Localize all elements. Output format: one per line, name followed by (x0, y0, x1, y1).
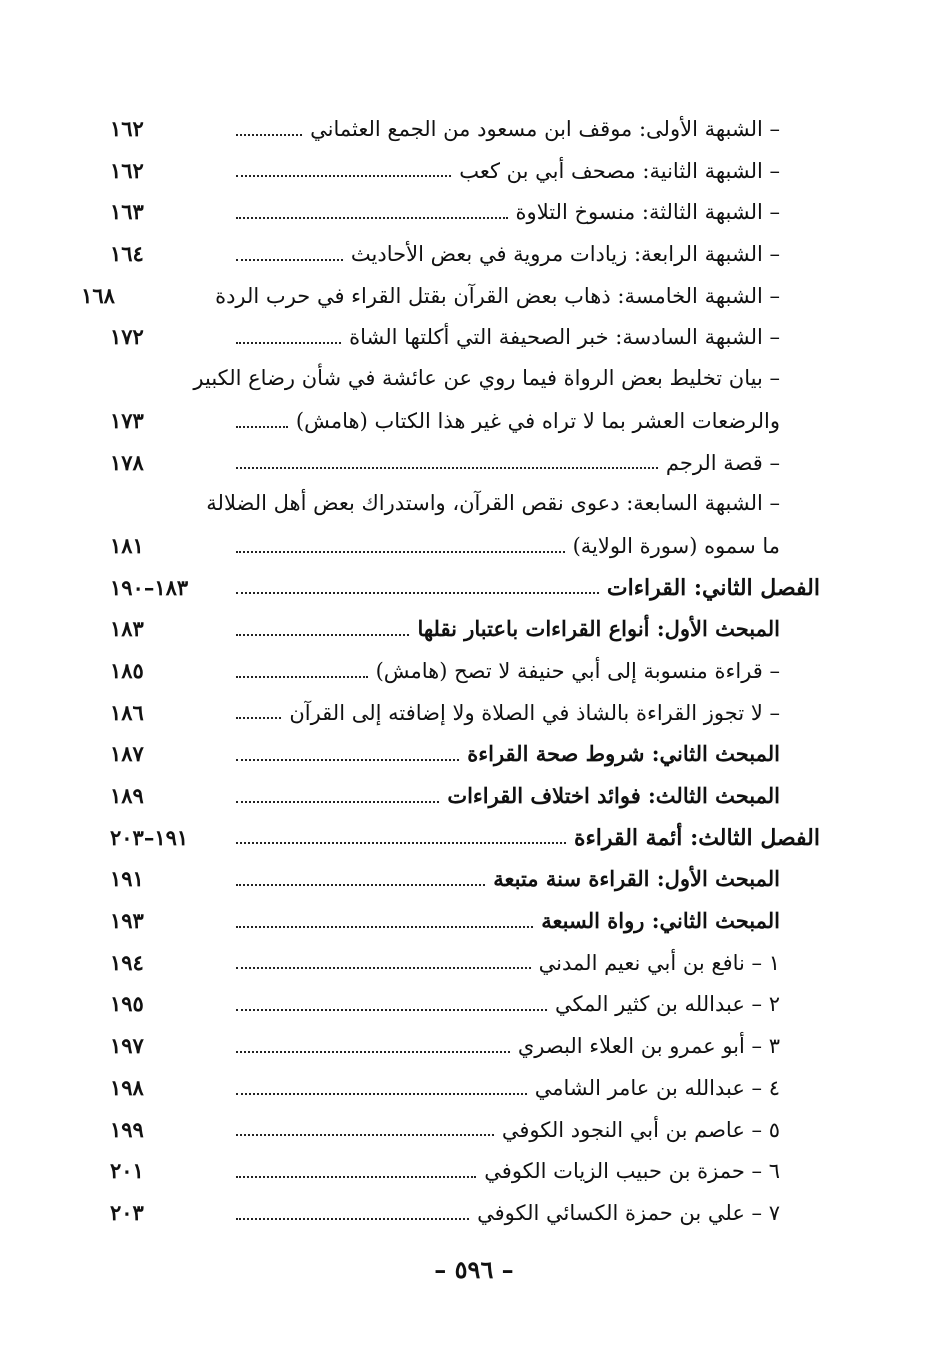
toc-entry-page: ٢٠٣ (110, 1199, 144, 1225)
toc-entry-title: – الشبهة السادسة: خبر الصحيفة التي أكلتها الشاة (349, 325, 780, 350)
dot-leader (236, 841, 566, 844)
dot-leader (236, 1092, 527, 1095)
toc-entry-title: – لا تجوز القراءة بالشاذ في الصلاة ولا إضافته إلى القرآن (289, 700, 780, 725)
toc-entry (110, 900, 820, 942)
toc-entry-page: ١٩٩ (110, 1116, 144, 1142)
toc-entry-page: ١٦٤ (110, 241, 144, 267)
toc-entry-page: ١٩٥ (110, 991, 144, 1017)
toc-entry (110, 1067, 820, 1109)
toc-entry-page: ٢٠١ (110, 1158, 144, 1184)
toc-entry-title: الفصل الثالث: أئمة القراءة (573, 824, 820, 851)
toc-entry-page: ١٨٧ (110, 741, 144, 767)
dot-leader (236, 550, 565, 553)
toc-entry-title: ما سموه (سورة الولاية) (572, 533, 780, 558)
toc-entry-title: – الشبهة الخامسة: ذهاب بعض القرآن بقتل القراء في حرب الردة (215, 283, 780, 308)
toc-entry-title: ٧ – علي بن حمزة الكسائي الكوفي (477, 1200, 780, 1225)
dot-leader (236, 633, 409, 636)
dot-leader (236, 258, 343, 261)
toc-entry (110, 442, 820, 484)
dot-leader (236, 425, 288, 428)
toc-entry-page: ١٩٣ (110, 908, 144, 934)
toc-entry-page: ١٧٢ (110, 324, 144, 350)
toc-entry (110, 942, 820, 984)
toc-entry-page: ١٨٣–١٩٠ (110, 574, 189, 600)
toc-entry (110, 358, 820, 400)
dot-leader (236, 883, 485, 886)
toc-entry-title: ٢ – عبدالله بن كثير المكي (554, 992, 780, 1017)
toc-entry-title: – الشبهة الأولى: موقف ابن مسعود من الجمع العثماني (310, 117, 780, 141)
dot-leader (236, 591, 599, 594)
toc-entry-page: ١٩٧ (110, 1033, 144, 1059)
toc-entry-page: ١٨٦ (110, 699, 144, 725)
toc-entry-title: – الشبهة الثالثة: منسوخ التلاوة (515, 200, 780, 225)
toc-entry-page: ١٩٨ (110, 1074, 144, 1100)
toc-entry-title: – الشبهة الثانية: مصحف أبي بن كعب (459, 158, 780, 183)
toc-entry-title: المبحث الثالث: فوائد اختلاف القراءات (447, 783, 780, 808)
toc-entry-title: الفصل الثاني: القراءات (606, 574, 820, 601)
toc-entry (110, 567, 820, 609)
toc-entry (110, 1025, 820, 1067)
dot-leader (236, 133, 302, 136)
toc-entry (110, 817, 820, 859)
page-number: – ٥٩٦ – (434, 1255, 514, 1284)
toc-entry-title: المبحث الأول: أنواع القراءات باعتبار نقلها (417, 616, 780, 642)
dot-leader (236, 675, 368, 678)
toc-entry-title: – بيان تخليط بعض الرواة فيما روي عن عائشة في شأن رضاع الكبير (193, 366, 780, 391)
toc-entry-title: – قصة الرجم (665, 450, 780, 475)
toc-entry (110, 775, 820, 817)
table-of-contents (81, 108, 820, 1234)
toc-entry (110, 692, 820, 734)
toc-entry (110, 316, 820, 358)
toc-entry (110, 983, 820, 1025)
toc-entry (110, 525, 820, 567)
toc-entry-title: – الشبهة السابعة: دعوى نقص القرآن، واستدراك بعض أهل الضلالة (206, 491, 780, 516)
toc-entry-page: ١٩١ (110, 866, 144, 892)
toc-entry (110, 108, 820, 150)
toc-entry-page: ١٦٣ (110, 199, 144, 225)
dot-leader (236, 216, 508, 219)
dot-leader (236, 925, 533, 928)
toc-entry (110, 1192, 820, 1234)
toc-entry-page: ١٩٤ (110, 949, 144, 975)
toc-entry (110, 400, 820, 442)
toc-entry-title: ٤ – عبدالله بن عامر الشامي (534, 1075, 780, 1100)
dot-leader (236, 1133, 494, 1136)
dot-leader (236, 1050, 510, 1053)
toc-entry-page: ١٨٣ (110, 616, 144, 642)
toc-entry (110, 733, 820, 775)
toc-entry-title: والرضعات العشر بما لا تراه في غير هذا الكتاب (هامش) (295, 408, 780, 433)
toc-entry-page: ١٦٨ (81, 282, 115, 308)
dot-leader (236, 466, 658, 469)
toc-entry (110, 1150, 820, 1192)
dot-leader (236, 758, 459, 761)
toc-entry-title: ١ – نافع بن أبي نعيم المدني (538, 950, 780, 975)
toc-entry-page: ١٨٩ (110, 783, 144, 808)
toc-entry-title: ٥ – عاصم بن أبي النجود الكوفي (501, 1117, 780, 1142)
dot-leader (236, 716, 281, 719)
toc-entry (81, 275, 820, 317)
toc-entry-page: ١٦٢ (110, 157, 144, 183)
toc-entry (110, 191, 820, 233)
toc-entry-page: ١٧٨ (110, 449, 144, 475)
toc-entry (110, 608, 820, 650)
toc-entry-page: ١٦٢ (110, 116, 144, 141)
toc-entry-page: ١٩١–٢٠٣ (110, 824, 189, 850)
toc-entry-title: – الشبهة الرابعة: زيادات مروية في بعض الأحاديث (350, 242, 780, 267)
toc-entry (110, 650, 820, 692)
toc-entry-title: المبحث الأول: القراءة سنة متبعة (493, 866, 780, 892)
toc-entry-title: ٦ – حمزة بن حبيب الزيات الكوفي (484, 1159, 780, 1184)
toc-entry (110, 150, 820, 192)
dot-leader (236, 1175, 476, 1178)
toc-entry-title: المبحث الثاني: شروط صحة القراءة (467, 741, 780, 767)
toc-entry-title: المبحث الثاني: رواة السبعة (541, 908, 780, 934)
dot-leader (236, 174, 451, 177)
dot-leader (236, 1217, 469, 1220)
dot-leader (236, 1008, 547, 1011)
dot-leader (236, 800, 439, 803)
toc-entry (110, 1109, 820, 1151)
toc-entry-page: ١٨١ (110, 532, 144, 558)
dot-leader (236, 966, 531, 969)
toc-entry (110, 858, 820, 900)
toc-entry (110, 233, 820, 275)
toc-entry-page: ١٧٣ (110, 407, 144, 433)
toc-entry-page: ١٨٥ (110, 657, 144, 683)
toc-entry-title: ٣ – أبو عمرو بن العلاء البصري (517, 1034, 780, 1059)
dot-leader (236, 341, 341, 344)
toc-entry-title: – قراءة منسوبة إلى أبي حنيفة لا تصح (هامش) (375, 658, 780, 683)
toc-entry (110, 483, 820, 525)
